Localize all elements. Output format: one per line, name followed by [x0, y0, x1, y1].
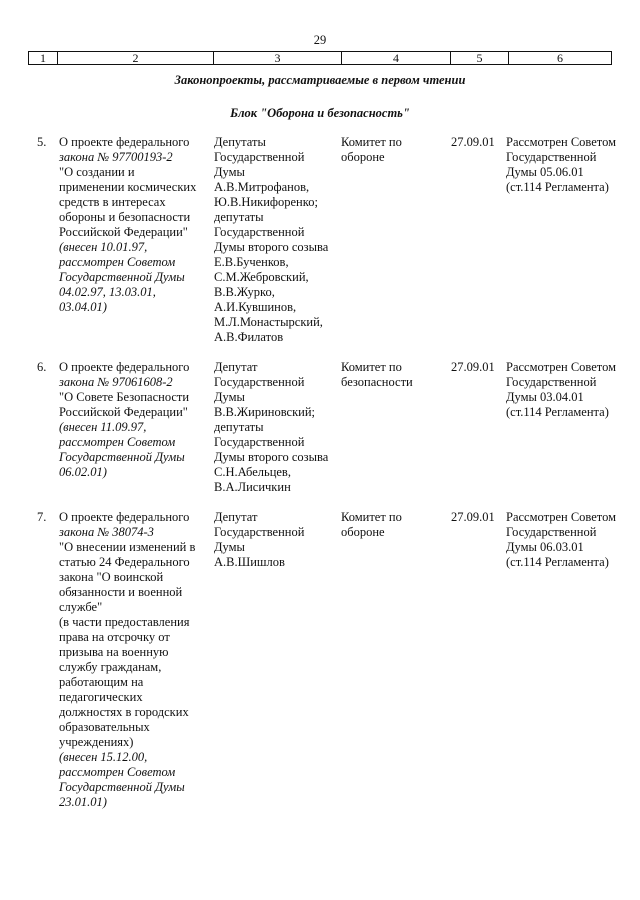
- bill-title-line: педагогических: [59, 690, 143, 704]
- bill-title-line: призыва на военную: [59, 645, 169, 659]
- bill-title-line: статью 24 Федерального: [59, 555, 190, 569]
- status-line: (ст.114 Регламента): [506, 555, 609, 569]
- entry-number: 6.: [37, 360, 47, 374]
- author-line: Депутат: [214, 360, 258, 374]
- committee-line: Комитет по: [341, 360, 402, 374]
- block-title: Блок "Оборона и безопасность": [230, 106, 410, 120]
- author-line: Думы второго созыва: [214, 450, 329, 464]
- bill-title-line: средств в интересах: [59, 195, 166, 209]
- author-line: Думы: [214, 165, 245, 179]
- bill-title-line: О проекте федерального: [59, 135, 190, 149]
- committee-line: Комитет по: [341, 510, 402, 524]
- bill-title-line: О проекте федерального: [59, 510, 190, 524]
- section-title: Законопроекты, рассматриваемые в первом чтении: [174, 73, 466, 87]
- author-line: Государственной: [214, 150, 305, 164]
- bill-title-line: закона "О воинской: [59, 570, 164, 584]
- column-number: 5: [451, 52, 509, 64]
- column-number: 2: [58, 52, 214, 64]
- bill-title-line: "О Совете Безопасности: [59, 390, 190, 404]
- bill-authors: [214, 510, 336, 570]
- bill-title: [59, 360, 209, 480]
- bill-title-line: Государственной Думы: [59, 270, 185, 284]
- bill-title-line: образовательных: [59, 720, 150, 734]
- author-line: А.И.Кувшинов,: [214, 300, 297, 314]
- committee-line: Комитет по: [341, 135, 402, 149]
- author-line: Думы: [214, 390, 245, 404]
- column-number: 3: [214, 52, 342, 64]
- entry-number: 7.: [37, 510, 47, 524]
- bill-title-line: Государственной Думы: [59, 780, 185, 794]
- bill-title-line: работающим на: [59, 675, 144, 689]
- bill-title-line: 03.04.01): [59, 300, 107, 314]
- entry-number: 5.: [37, 135, 47, 149]
- review-date: 27.09.01: [451, 135, 495, 149]
- status-line: Государственной: [506, 375, 597, 389]
- bill-title-line: применении космических: [59, 180, 197, 194]
- author-line: М.Л.Монастырский,: [214, 315, 323, 329]
- status-line: Государственной: [506, 150, 597, 164]
- bill-title-line: "О создании и: [59, 165, 135, 179]
- status-line: Рассмотрен Советом: [506, 510, 617, 524]
- author-line: А.В.Митрофанов,: [214, 180, 310, 194]
- bill-title-line: "О внесении изменений в: [59, 540, 196, 554]
- bill-title-line: (в части предоставления: [59, 615, 190, 629]
- bill-title-line: (внесен 10.01.97,: [59, 240, 148, 254]
- author-line: Ю.В.Никифоренко;: [214, 195, 318, 209]
- author-line: Е.В.Бученков,: [214, 255, 289, 269]
- bill-title-line: Российской Федерации": [59, 225, 188, 239]
- page-number: 29: [313, 33, 327, 47]
- bill-title-line: рассмотрен Советом: [59, 765, 176, 779]
- bill-title-line: обязанности и военной: [59, 585, 183, 599]
- review-date: 27.09.01: [451, 510, 495, 524]
- author-line: Думы: [214, 540, 245, 554]
- bill-title-line: закона № 97700193-2: [59, 150, 173, 164]
- column-number: 6: [557, 51, 563, 65]
- author-line: В.А.Лисичкин: [214, 480, 291, 494]
- responsible-committee: [341, 510, 445, 540]
- status-line: (ст.114 Регламента): [506, 180, 609, 194]
- review-date: 27.09.01: [451, 360, 495, 374]
- bill-title-line: рассмотрен Советом: [59, 435, 176, 449]
- bill-title-line: должностях в городских: [59, 705, 189, 719]
- bill-title-line: (внесен 15.12.00,: [59, 750, 148, 764]
- committee-line: безопасности: [341, 375, 413, 389]
- bill-title-line: О проекте федерального: [59, 360, 190, 374]
- bill-title-line: обороны и безопасности: [59, 210, 191, 224]
- column-number: 4: [342, 52, 451, 64]
- review-status: [506, 360, 624, 420]
- status-line: Думы 05.06.01: [506, 165, 584, 179]
- author-line: С.Н.Абельцев,: [214, 465, 291, 479]
- bill-authors: [214, 360, 336, 495]
- bill-authors: [214, 135, 336, 345]
- status-line: Рассмотрен Советом: [506, 360, 617, 374]
- author-line: депутаты: [214, 420, 264, 434]
- bill-title-line: (внесен 11.09.97,: [59, 420, 147, 434]
- author-line: В.В.Жириновский;: [214, 405, 315, 419]
- review-status: [506, 135, 624, 195]
- author-line: Думы второго созыва: [214, 240, 329, 254]
- committee-line: обороне: [341, 525, 385, 539]
- committee-line: обороне: [341, 150, 385, 164]
- bill-title-line: закона № 97061608-2: [59, 375, 173, 389]
- status-line: Рассмотрен Советом: [506, 135, 617, 149]
- author-line: С.М.Жебровский,: [214, 270, 309, 284]
- bill-title-line: 04.02.97, 13.03.01,: [59, 285, 156, 299]
- author-line: Государственной: [214, 525, 305, 539]
- author-line: Государственной: [214, 435, 305, 449]
- bill-title-line: 06.02.01): [59, 465, 107, 479]
- bill-title-line: рассмотрен Советом: [59, 255, 176, 269]
- author-line: В.В.Журко,: [214, 285, 275, 299]
- author-line: А.В.Шишлов: [214, 555, 285, 569]
- column-number: 1: [29, 52, 58, 64]
- bill-title-line: закона № 38074-3: [59, 525, 154, 539]
- author-line: Депутаты: [214, 135, 266, 149]
- responsible-committee: [341, 360, 445, 390]
- bill-title-line: права на отсрочку от: [59, 630, 170, 644]
- author-line: Государственной: [214, 375, 305, 389]
- status-line: Думы 03.04.01: [506, 390, 584, 404]
- bill-title: [59, 135, 209, 315]
- status-line: (ст.114 Регламента): [506, 405, 609, 419]
- status-line: Государственной: [506, 525, 597, 539]
- responsible-committee: [341, 135, 445, 165]
- bill-title-line: 23.01.01): [59, 795, 107, 809]
- author-line: А.В.Филатов: [214, 330, 284, 344]
- author-line: депутаты: [214, 210, 264, 224]
- column-number-header: [28, 51, 612, 65]
- bill-title-line: Государственной Думы: [59, 450, 185, 464]
- bill-title-line: учреждениях): [59, 735, 134, 749]
- bill-title-line: службу гражданам,: [59, 660, 162, 674]
- review-status: [506, 510, 624, 570]
- bill-title-line: Российской Федерации": [59, 405, 188, 419]
- status-line: Думы 06.03.01: [506, 540, 584, 554]
- author-line: Государственной: [214, 225, 305, 239]
- author-line: Депутат: [214, 510, 258, 524]
- bill-title: [59, 510, 209, 810]
- bill-title-line: службе": [59, 600, 103, 614]
